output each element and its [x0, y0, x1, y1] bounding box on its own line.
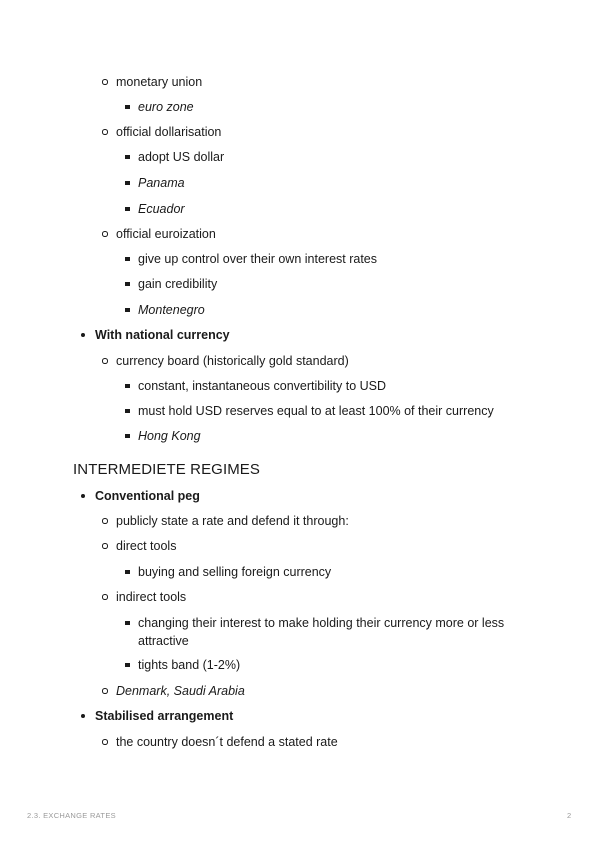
list-item: buying and selling foreign currency [138, 565, 332, 579]
footer-section: 2.3. EXCHANGE RATES [27, 811, 116, 820]
list-item: indirect tools [116, 590, 187, 604]
list-item: Denmark, Saudi Arabia [116, 684, 245, 698]
list-item: official euroization [116, 227, 216, 241]
page-number: 2 [567, 811, 572, 820]
list-item: Hong Kong [138, 429, 201, 443]
list-item: Conventional peg [95, 489, 200, 503]
section-heading: INTERMEDIETE REGIMES [73, 461, 261, 478]
list-item: Panama [138, 176, 185, 190]
list-item: give up control over their own interest rates [138, 252, 378, 266]
list-item: publicly state a rate and defend it through: [116, 514, 349, 528]
list-item: changing their interest to make holding their currency more or less [138, 616, 505, 630]
list-item: direct tools [116, 539, 177, 553]
list-item: gain credibility [138, 277, 218, 291]
list-item: must hold USD reserves equal to at least 100% of their currency [138, 404, 494, 418]
list-item: Ecuador [138, 202, 185, 216]
list-item: currency board (historically gold standard) [116, 354, 349, 368]
list-item: adopt US dollar [138, 150, 225, 164]
list-item: tights band (1-2%) [138, 658, 241, 672]
list-item: constant, instantaneous convertibility to USD [138, 379, 387, 393]
list-item: euro zone [138, 100, 194, 114]
list-item: monetary union [116, 75, 203, 89]
list-item: Montenegro [138, 303, 205, 317]
list-item: official dollarisation [116, 125, 222, 139]
list-item: With national currency [95, 328, 230, 342]
list-item: the country doesn´t defend a stated rate [116, 735, 338, 749]
list-item: Stabilised arrangement [95, 709, 234, 723]
list-item-continuation: attractive [138, 634, 189, 648]
